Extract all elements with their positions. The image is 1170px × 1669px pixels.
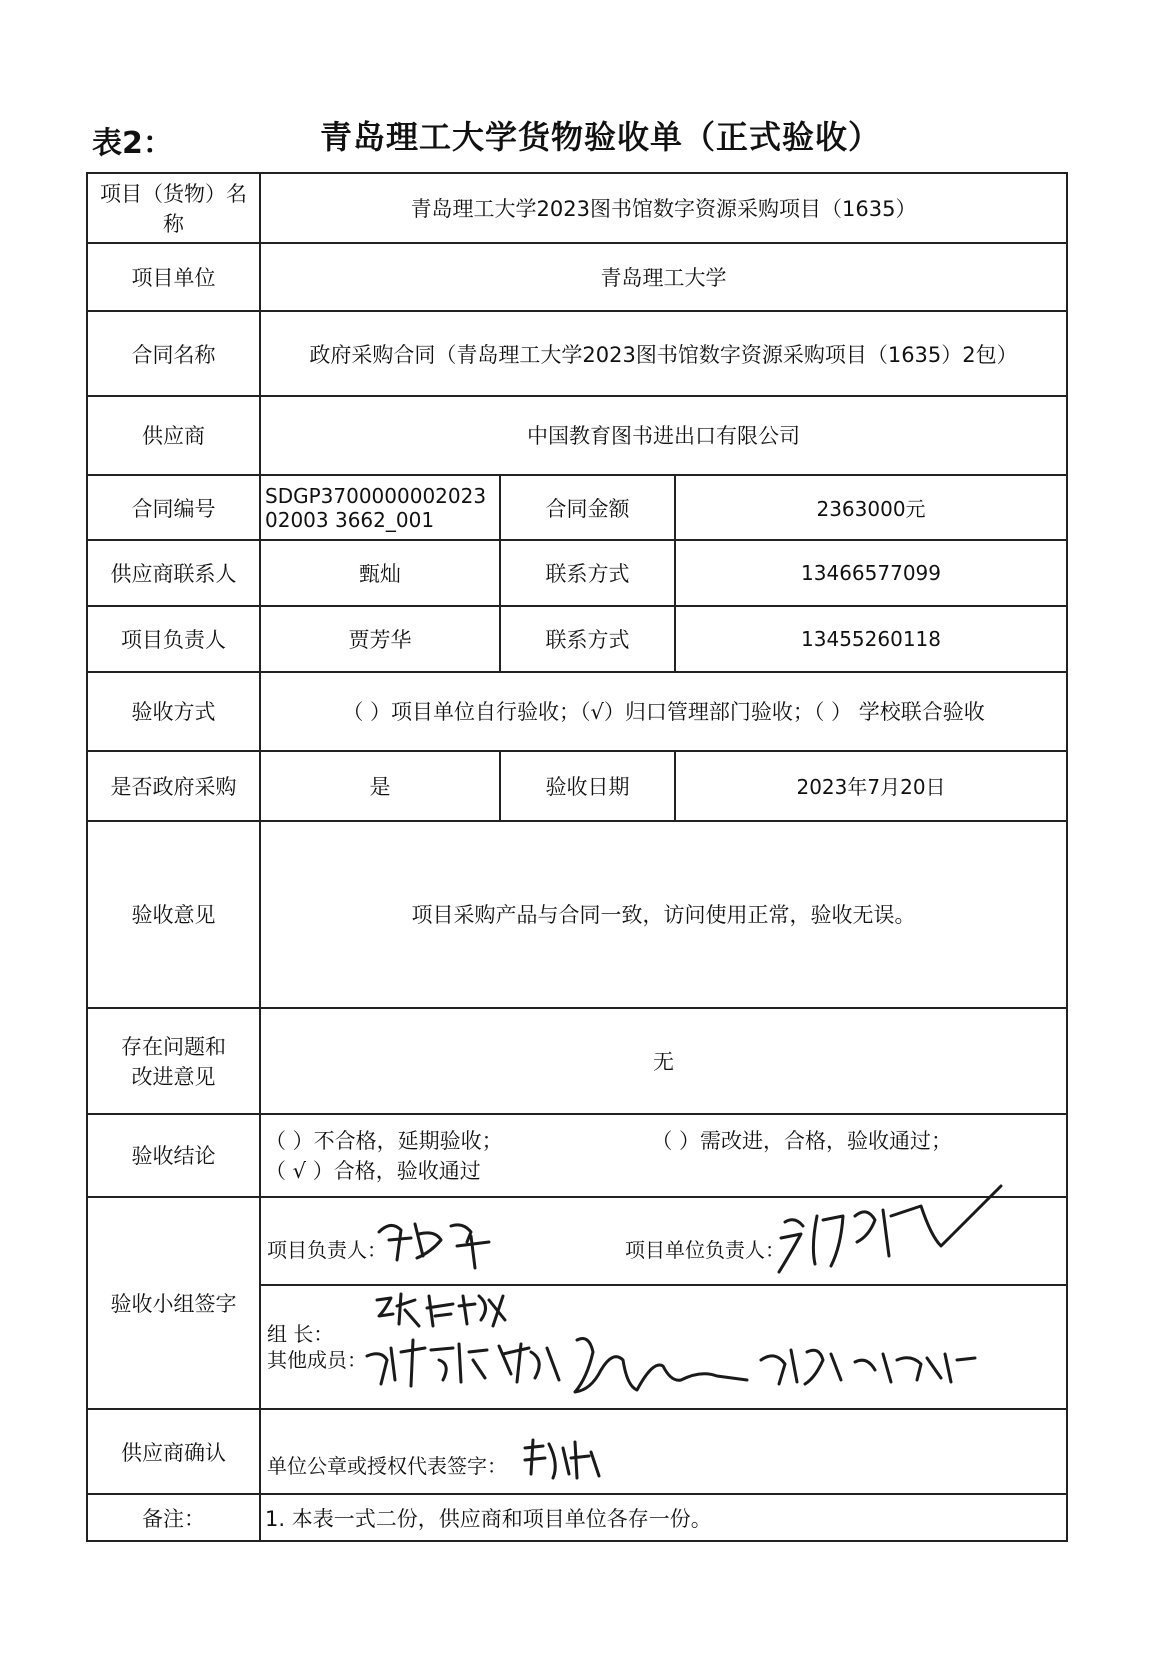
opinion-label: 验收意见 — [87, 821, 260, 1008]
method-label: 验收方式 — [87, 672, 260, 751]
row-signatures — [87, 1197, 1067, 1409]
project-name-value: 青岛理工大学2023图书馆数字资源采购项目（1635） — [260, 173, 1067, 243]
contract-no-label: 合同编号 — [87, 475, 260, 541]
project-lead-label: 项目负责人 — [87, 606, 260, 672]
row-supplier-confirm — [87, 1409, 1067, 1494]
conclusion-label: 验收结论 — [87, 1114, 260, 1197]
signatures-label: 验收小组签字 — [87, 1197, 260, 1409]
row-opinion — [87, 821, 1067, 1008]
opinion-value: 项目采购产品与合同一致，访问使用正常，验收无误。 — [260, 821, 1067, 1008]
signature-members-label: 其他成员： — [267, 1347, 367, 1372]
signatures-area — [260, 1197, 1067, 1409]
supplier-value: 中国教育图书进出口有限公司 — [260, 396, 1067, 475]
row-contract-no — [87, 475, 1067, 541]
supplier-confirm-text: 单位公章或授权代表签字： — [267, 1454, 507, 1479]
other-members-handwritten-signatures — [361, 1330, 1011, 1420]
remark-label: 备注： — [87, 1494, 260, 1541]
issues-label-line1: 存在问题和 — [121, 1034, 226, 1059]
row-supplier — [87, 396, 1067, 475]
contract-amount-label: 合同金额 — [500, 475, 675, 541]
conclusion-option-pass: （ √ ）合格，验收通过 — [265, 1159, 481, 1184]
project-lead-phone-value: 13455260118 — [675, 606, 1067, 672]
contract-name-label: 合同名称 — [87, 311, 260, 396]
project-lead-phone-label: 联系方式 — [500, 606, 675, 672]
row-project-unit — [87, 243, 1067, 311]
acceptance-date-value: 2023年7月20日 — [675, 751, 1067, 821]
acceptance-date-label: 验收日期 — [500, 751, 675, 821]
row-project-name — [87, 173, 1067, 243]
issues-value: 无 — [260, 1008, 1067, 1114]
form-number-label: 表2： — [92, 126, 173, 161]
signature-project-lead-label: 项目负责人： — [267, 1237, 387, 1262]
acceptance-form-table — [86, 172, 1068, 1542]
signature-unit-lead-label: 项目单位负责人： — [625, 1237, 785, 1262]
method-value: （ ）项目单位自行验收；（√）归口管理部门验收；（ ） 学校联合验收 — [260, 672, 1067, 751]
page-title: 青岛理工大学货物验收单（正式验收） — [320, 118, 882, 156]
project-unit-value: 青岛理工大学 — [260, 243, 1067, 311]
row-project-lead — [87, 606, 1067, 672]
signature-leader-label: 组 长： — [267, 1321, 334, 1346]
supplier-confirm-area — [260, 1409, 1067, 1494]
supplier-contact-label: 供应商联系人 — [87, 540, 260, 606]
supplier-representative-handwritten-signature — [519, 1434, 609, 1484]
group-leader-handwritten-signature — [371, 1286, 531, 1332]
issues-label-line2: 改进意见 — [131, 1064, 216, 1089]
supplier-label: 供应商 — [87, 396, 260, 475]
gov-purchase-value: 是 — [260, 751, 500, 821]
contract-name-value: 政府采购合同（青岛理工大学2023图书馆数字资源采购项目（1635）2包） — [260, 311, 1067, 396]
conclusion-option-fail: （ ）不合格，延期验收； — [265, 1129, 503, 1154]
issues-label — [87, 1008, 260, 1114]
project-lead-value: 贾芳华 — [260, 606, 500, 672]
row-contract-name — [87, 311, 1067, 396]
supplier-phone-value: 13466577099 — [675, 540, 1067, 606]
supplier-confirm-label: 供应商确认 — [87, 1409, 260, 1494]
contract-no-value: SDGP370000000202302003 3662_001 — [260, 475, 500, 541]
contract-amount-value: 2363000元 — [675, 475, 1067, 541]
remark-text: 1. 本表一式二份，供应商和项目单位各存一份。 — [260, 1494, 1067, 1541]
supplier-phone-label: 联系方式 — [500, 540, 675, 606]
unit-lead-handwritten-signature — [771, 1176, 1011, 1296]
row-supplier-contact — [87, 540, 1067, 606]
project-unit-label: 项目单位 — [87, 243, 260, 311]
row-method — [87, 672, 1067, 751]
gov-purchase-label: 是否政府采购 — [87, 751, 260, 821]
supplier-contact-value: 甄灿 — [260, 540, 500, 606]
project-lead-handwritten-signature — [371, 1212, 501, 1272]
conclusion-option-improve: （ ）需改进，合格，验收通过； — [651, 1129, 953, 1154]
row-remark — [87, 1494, 1067, 1541]
row-issues — [87, 1008, 1067, 1114]
project-name-label: 项目（货物）名称 — [87, 173, 260, 243]
row-gov-purchase — [87, 751, 1067, 821]
